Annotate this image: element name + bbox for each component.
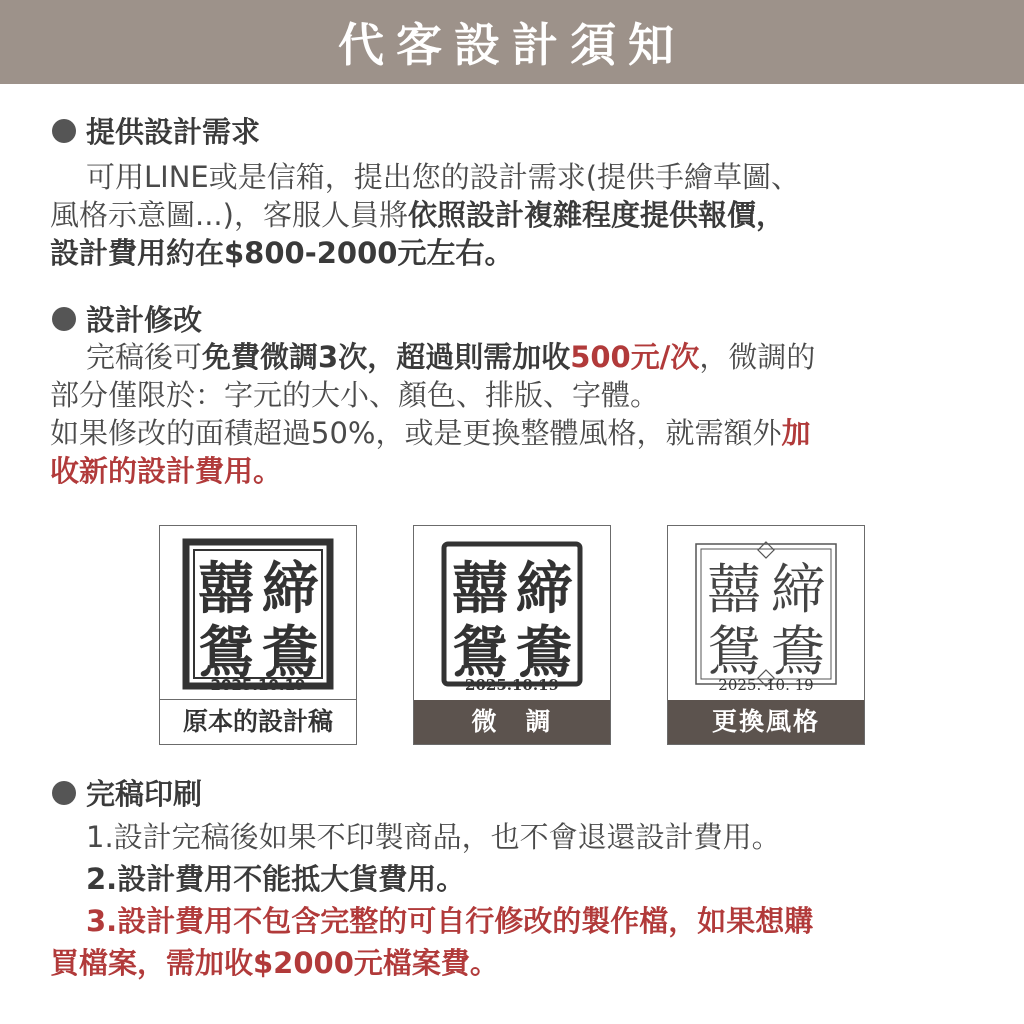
stamp-original-icon <box>182 538 334 690</box>
text-segment: 1.設計完稿後如果不印製商品，也不會退還設計費用。 <box>86 820 781 854</box>
stamp-date: 2025.10.19 <box>210 676 306 694</box>
stamp-char: 鴛 <box>198 621 254 686</box>
stamp-char: 締 <box>516 556 572 622</box>
text-segment: 如果修改的面積超過50%，或是更換整體風格，就需額外 <box>50 416 782 450</box>
text-segment: 風格示意圖...)，客服人員將 <box>50 198 408 232</box>
stamp-adjusted-icon <box>436 538 588 690</box>
section-title-text: 提供設計需求 <box>86 115 261 149</box>
text-line-red: 買檔案，需加收$2000元檔案費。 <box>50 946 499 980</box>
stamp-char: 鴛 <box>452 620 508 686</box>
stamp-card-new-style <box>667 525 865 745</box>
revisions-paragraph <box>50 338 990 490</box>
stamp-char: 締 <box>262 557 318 622</box>
section-title-requirements <box>52 110 260 151</box>
stamp-date: 2025. 10. 19 <box>718 676 814 694</box>
text-line-red: 收新的設計費用。 <box>50 454 283 488</box>
text-segment-red: 3.設計費用不包含完整的可自行修改的製作檔，如果想購 <box>86 904 814 938</box>
section-title-revisions <box>52 298 202 339</box>
stamp-card-adjusted <box>413 525 611 745</box>
bullet-icon <box>52 119 76 143</box>
card-caption: 原本的設計稿 <box>160 699 356 744</box>
section-title-printing <box>52 772 202 813</box>
card-caption: 更換風格 <box>668 700 864 744</box>
printing-paragraph <box>50 816 990 984</box>
text-segment-red: 加 <box>781 416 811 450</box>
section-title-text: 設計修改 <box>86 303 203 337</box>
stamp-date: 2025.10.19 <box>465 676 559 694</box>
bullet-icon <box>52 307 76 331</box>
text-line-bold: 設計費用約在$800-2000元左右。 <box>50 236 514 270</box>
stamp-char: 鴦 <box>262 621 318 686</box>
text-segment: ，微調的 <box>699 340 816 374</box>
requirements-paragraph <box>50 158 990 272</box>
stamp-char: 締 <box>771 558 825 621</box>
bullet-icon <box>52 781 76 805</box>
text-line <box>50 414 990 452</box>
stamp-char: 囍 <box>198 557 254 622</box>
text-segment-bold: 免費微調3次，超過則需加收 <box>202 340 571 374</box>
text-line <box>50 158 990 196</box>
stamp-char: 囍 <box>452 556 508 622</box>
text-line <box>50 338 990 376</box>
stamp-new-style-icon <box>690 538 842 690</box>
stamp-char: 囍 <box>707 558 761 621</box>
section-title-text: 完稿印刷 <box>86 777 203 811</box>
stamp-char: 鴦 <box>771 620 825 683</box>
text-line <box>50 858 990 900</box>
text-line <box>50 900 990 942</box>
text-line: 部分僅限於：字元的大小、顏色、排版、字體。 <box>50 378 660 412</box>
stamp-char: 鴦 <box>516 620 572 686</box>
text-segment-red: 500元/次 <box>570 340 700 374</box>
text-segment-bold: 2.設計費用不能抵大貨費用。 <box>86 862 466 896</box>
stamp-char: 鴛 <box>707 620 761 683</box>
text-line <box>50 196 990 234</box>
text-segment: 可用LINE或是信箱，提出您的設計需求(提供手繪草圖、 <box>86 160 801 194</box>
page-title: 代客設計須知 <box>338 18 686 72</box>
text-segment-bold: 依照設計複雜程度提供報價， <box>407 198 785 232</box>
text-line <box>50 816 990 858</box>
text-segment: 完稿後可 <box>86 340 203 374</box>
header-banner <box>0 0 1024 84</box>
stamp-card-original <box>159 525 357 745</box>
card-caption: 微 調 <box>414 700 610 744</box>
